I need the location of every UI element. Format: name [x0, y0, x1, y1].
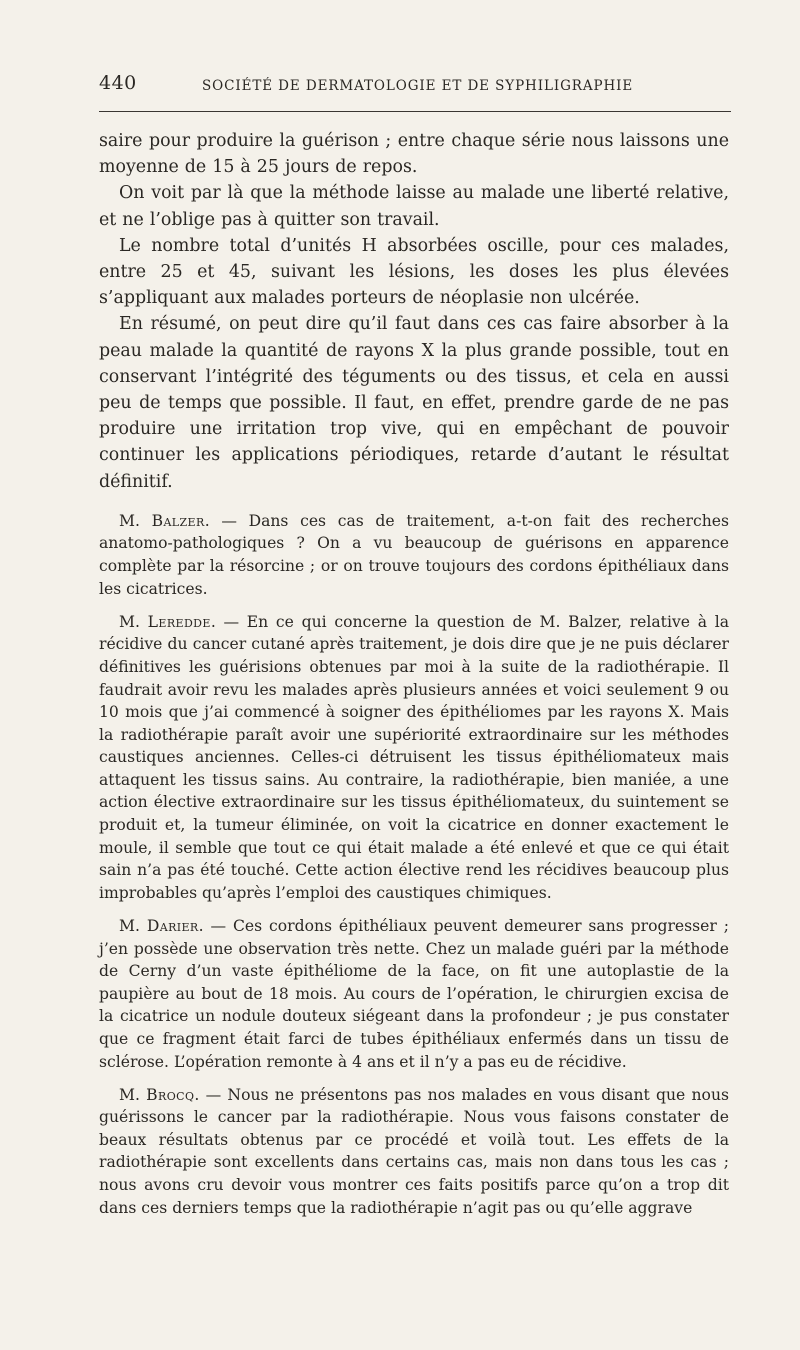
discussion-section	[99, 510, 729, 1219]
speaker-prefix: M.	[119, 612, 148, 631]
speaker-name: Leredde	[147, 612, 211, 631]
discussion-entry-balzer	[99, 510, 729, 600]
discussion-entry-brocq	[99, 1084, 729, 1220]
discussion-entry-leredde	[99, 611, 729, 905]
remark-text: . — En ce qui concerne la question de M. Balzer, relative à la récidive du cancer cutané après traitement, je dois dire que je ne puis déclarer définitives les guérisions obtenues par moi à la suite de la radiothérapie. Il faudrait avoir revu les malades après plusieurs années et voici seulement 9 ou 10 mois que j’ai commencé à soigner des épithéliomes par les rayons X. Mais la radiothérapie paraît avoir une supériorité extraordinaire sur les méthodes caustiques anciennes. Celles-ci détruisent les tissus épithéliomateux mais attaquent les tissus sains. Au contraire, la radiothérapie, bien maniée, a une action élective extraordinaire sur les tissus épithéliomateux, du suintement se produit et, la tumeur éliminée, on voit la cicatrice en donner exactement le moule, il semble que tout ce qui était malade a été enlevé et que ce qui était sain n’a pas été touché. Cette action élective rend les récidives beaucoup plus improbables qu’après l’emploi des caustiques chimiques.	[99, 612, 729, 902]
remark-text: . — Nous ne présentons pas nos malades en vous disant que nous guérissons le cancer par la radiothérapie. Nous vous faisons constater de beaux résultats obtenus par ce procédé et voilà tout. Les effets de la radiothérapie sont excellents dans certains cas, mais non dans tous les cas ; nous avons cru devoir vous montrer ces faits positifs parce qu’on a trop dit dans ces derniers temps que la radiothérapie n’agit pas ou qu’elle aggrave	[99, 1085, 729, 1217]
speaker-prefix: M.	[119, 511, 152, 530]
running-title: SOCIÉTÉ DE DERMATOLOGIE ET DE SYPHILIGRAPHIE	[202, 78, 634, 94]
remark-text: . — Ces cordons épithéliaux peuvent demeurer sans progresser ; j’en possède une observation très nette. Chez un malade guéri par la méthode de Cerny d’un vaste épithéliome de la face, on fit une autoplastie de la paupière au bout de 18 mois. Au cours de l’opération, le chirurgien excisa de la cicatrice un nodule douteux siégeant dans la profondeur ; je pus constater que ce fragment était farci de tubes épithéliaux enfermés dans un tissu de sclérose. L’opération remonte à 4 ans et il n’y a pas eu de récidive.	[99, 916, 729, 1071]
running-head	[99, 70, 729, 102]
paragraph: On voit par là que la méthode laisse au malade une liberté relative, et ne l’oblige pas à quitter son travail.	[99, 183, 729, 230]
speaker-prefix: M.	[119, 1085, 147, 1104]
speaker-name: Darier	[146, 916, 199, 935]
remark-text: . — Dans ces cas de traitement, a-t-on fait des recherches anatomo-pathologiques ? On a vu beaucoup de guérisons en apparence complète par la résorcine ; or on trouve toujours des cordons épithéliaux dans les cicatrices.	[99, 511, 730, 598]
paragraph: En résumé, on peut dire qu’il faut dans ces cas faire absorber à la peau malade la quantité de rayons X la plus grande possible, tout en conservant l’intégrité des téguments ou des tissus, et cela en aussi peu de temps que possible. Il faut, en effet, prendre garde de ne pas produire une irritation trop vive, qui en empêchant de pouvoir continuer les applications périodiques, retarde d’autant le résultat définitif.	[99, 314, 729, 492]
lead-section	[99, 128, 729, 495]
page-number: 440	[99, 72, 137, 94]
body-text	[99, 128, 729, 1230]
speaker-name: Balzer	[151, 511, 205, 530]
paragraph: saire pour produire la guérison ; entre chaque série nous laissons une moyenne de 15 à 25 jours de repos.	[99, 131, 729, 178]
speaker-prefix: M.	[119, 916, 147, 935]
speaker-name: Brocq	[146, 1085, 195, 1104]
header-rule	[99, 111, 731, 112]
discussion-entry-darier	[99, 915, 729, 1073]
paragraph: Le nombre total d’unités H absorbées oscille, pour ces malades, entre 25 et 45, suivant les lésions, les doses les plus élevées s’appliquant aux malades porteurs de néoplasie non ulcérée.	[99, 235, 729, 309]
